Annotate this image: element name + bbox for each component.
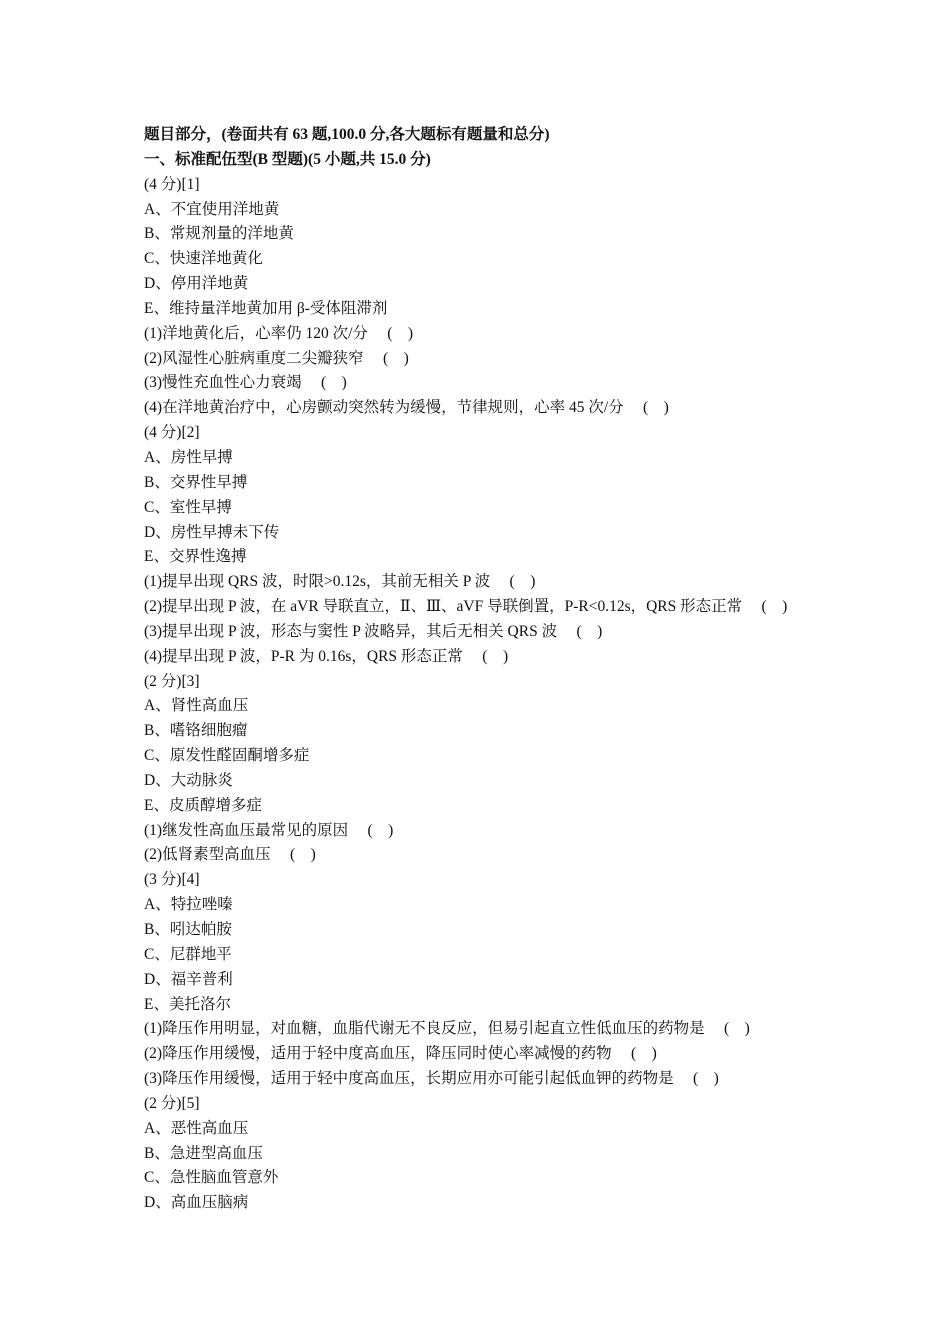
option-d: D、房性早搏未下传 <box>144 523 280 541</box>
sub-question-4: (4)提早出现 P 波，P-R 为 0.16s，QRS 形态正常 ( ) <box>144 647 509 665</box>
option-c: C、快速洋地黄化 <box>144 250 263 268</box>
option-b: B、交界性早搏 <box>144 473 248 491</box>
question-label: (4 分)[1] <box>144 175 200 193</box>
option-c: C、尼群地平 <box>144 945 232 963</box>
sub-question-4: (4)在洋地黄治疗中，心房颤动突然转为缓慢，节律规则，心率 45 次/分 ( ) <box>144 399 669 417</box>
option-d: D、停用洋地黄 <box>144 275 249 293</box>
option-c: C、急性脑血管意外 <box>144 1169 279 1187</box>
sub-question-2: (2)低肾素型高血压 ( ) <box>144 846 316 864</box>
document-page <box>144 123 844 1216</box>
option-a: A、特拉唑嗪 <box>144 896 233 914</box>
option-c: C、原发性醛固酮增多症 <box>144 747 310 765</box>
option-b: B、急进型高血压 <box>144 1144 263 1162</box>
sub-question-1: (1)洋地黄化后，心率仍 120 次/分 ( ) <box>144 324 414 342</box>
option-d: D、大动脉炎 <box>144 771 233 789</box>
question-4 <box>144 868 844 1092</box>
option-e: E、皮质醇增多症 <box>144 796 262 814</box>
sub-question-1: (1)提早出现 QRS 波，时限>0.12s，其前无相关 P 波 ( ) <box>144 573 536 591</box>
question-2 <box>144 421 844 669</box>
option-d: D、高血压脑病 <box>144 1194 249 1212</box>
sub-question-2: (2)风湿性心脏病重度二尖瓣狭窄 ( ) <box>144 349 409 367</box>
question-label: (4 分)[2] <box>144 424 200 442</box>
option-c: C、室性早搏 <box>144 498 232 516</box>
sub-question-3: (3)降压作用缓慢，适用于轻中度高血压，长期应用亦可能引起低血钾的药物是 ( ) <box>144 1070 719 1088</box>
section-heading: 一、标准配伍型(B 型题)(5 小题,共 15.0 分) <box>144 150 431 168</box>
option-d: D、福辛普利 <box>144 970 233 988</box>
question-label: (2 分)[3] <box>144 672 200 690</box>
sub-question-3: (3)慢性充血性心力衰竭 ( ) <box>144 374 347 392</box>
option-b: B、吲达帕胺 <box>144 921 232 938</box>
sub-question-1: (1)降压作用明显，对血糖，血脂代谢无不良反应，但易引起直立性低血压的药物是 ( ) <box>144 1020 750 1038</box>
sub-question-1: (1)继发性高血压最常见的原因 ( ) <box>144 821 394 839</box>
option-e: E、美托洛尔 <box>144 995 231 1013</box>
option-b: B、嗜铬细胞瘤 <box>144 722 248 740</box>
sub-question-2: (2)提早出现 P 波，在 aVR 导联直立，Ⅱ、Ⅲ、aVF 导联倒置，P-R<0.12s，QRS 形态正常 ( ) <box>144 598 788 616</box>
option-a: A、不宜使用洋地黄 <box>144 200 280 218</box>
question-5 <box>144 1092 844 1216</box>
option-e: E、维持量洋地黄加用 β-受体阻滞剂 <box>144 299 388 317</box>
option-a: A、肾性高血压 <box>144 697 249 715</box>
question-3 <box>144 670 844 869</box>
question-1 <box>144 173 844 421</box>
question-label: (3 分)[4] <box>144 871 200 889</box>
option-e: E、交界性逸搏 <box>144 548 247 566</box>
option-a: A、恶性高血压 <box>144 1119 249 1137</box>
option-b: B、常规剂量的洋地黄 <box>144 225 294 243</box>
sub-question-3: (3)提早出现 P 波，形态与窦性 P 波略异，其后无相关 QRS 波 ( ) <box>144 622 603 640</box>
option-a: A、房性早搏 <box>144 448 233 466</box>
question-label: (2 分)[5] <box>144 1094 200 1112</box>
document-title: 题目部分，(卷面共有 63 题,100.0 分,各大题标有题量和总分) <box>144 126 550 143</box>
sub-question-2: (2)降压作用缓慢，适用于轻中度高血压，降压同时使心率减慢的药物 ( ) <box>144 1045 657 1063</box>
